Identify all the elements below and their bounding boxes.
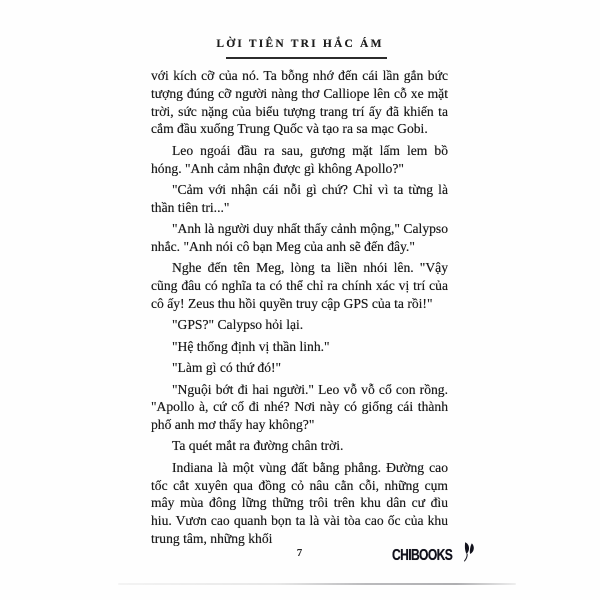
paragraph: Nghe đến tên Meg, lòng ta liền nhói lên. "Vậy cũng đâu có nghĩa ta có thể chỉ ra chính xác vị trí của cô ấy! Zeus thu hồi quyền truy cập GPS của ta rồi!": [151, 260, 448, 311]
running-head-rule: [226, 57, 387, 59]
page-body: [151, 67, 448, 551]
paragraph: "Nguội bớt đi hai người." Leo vỗ vỗ cổ con rồng. "Apollo à, cứ cố đi nhé? Nơi này có giống cái thành phố anh mơ thấy hay không?": [151, 381, 448, 433]
paragraph: "GPS?" Calypso hỏi lại.: [172, 317, 304, 333]
paragraph: với kích cỡ của nó. Ta bỗng nhớ đến cái lần gắn bức tượng đúng cỡ người nàng thơ Calliope lên cỗ xe mặt trời, sức nặng của biểu tượng trang trí ấy đã khiến ta cắm đầu xuống Trung Quốc và tạo ra sa mạc Gobi.: [151, 68, 448, 137]
paragraph: "Anh là người duy nhất thấy cảnh mộng," Calypso nhắc. "Anh nói cô bạn Meg của anh sẽ đến đây.": [151, 221, 448, 254]
running-head: LỜI TIÊN TRI HẮC ÁM: [216, 38, 384, 50]
page-edge-shadow: [118, 583, 516, 585]
page-number: 7: [296, 547, 303, 559]
publisher-logo-text: CHIBOOKS: [392, 547, 453, 564]
paragraph: "Cảm với nhận cái nỗi gì chứ? Chỉ vì ta từng là thần tiên tri...": [151, 181, 448, 215]
feather-icon: [459, 541, 476, 568]
paragraph: Indiana là một vùng đất bằng phẳng. Đường cao tốc cắt xuyên qua đồng cỏ nâu cằn cỗi, những cụm mây mùa đông lững thững trôi trên khu dân cư đìu hiu. Vươn cao quanh bọn ta là vài tòa cao ốc của khu trung tâm, những khối: [151, 459, 448, 547]
publisher-logo: [392, 546, 476, 566]
paragraph: "Làm gì có thứ đó!": [172, 360, 282, 376]
paragraph: Leo ngoái đầu ra sau, gương mặt lấm lem bồ hóng. "Anh cảm nhận được gì không Apollo?": [151, 142, 448, 176]
paragraph: "Hệ thống định vị thần linh.": [172, 338, 330, 354]
paragraph: Ta quét mắt ra đường chân trời.: [172, 438, 344, 454]
